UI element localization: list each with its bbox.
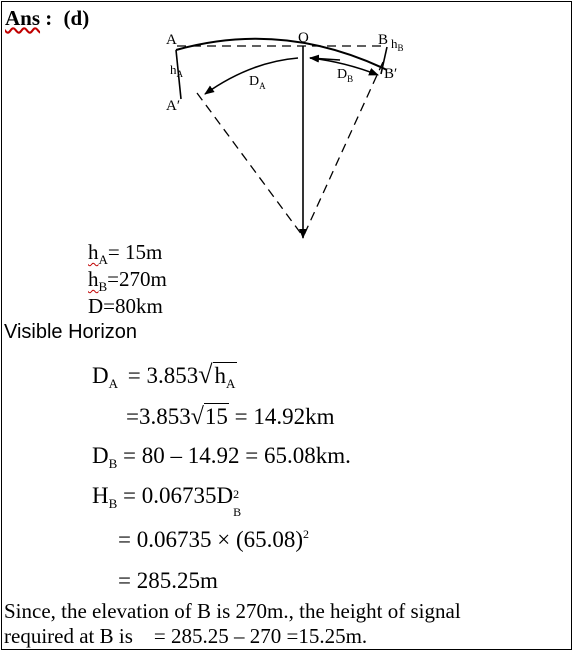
radius-line-right	[304, 62, 383, 235]
label-DA: $D_A$	[249, 74, 266, 91]
equation-HB-value: = 285.25m	[118, 568, 218, 593]
answer-label: Ans	[5, 6, 41, 30]
label-hA: $h_A$	[170, 62, 183, 79]
label-B-prime: B′	[384, 66, 398, 82]
equation-HB: $H_B = 0.06735D$ 2 B	[92, 483, 242, 519]
equation-HB-calc: = $0.06735 \times (65.08)^2$	[118, 527, 310, 552]
label-hB: $h_B$	[391, 36, 404, 53]
label-DB: $D_B$	[337, 67, 354, 84]
DB-arrow-left	[310, 58, 340, 60]
conclusion-line-1: Since, the elevation of B is 270m., the height of signal	[4, 599, 461, 623]
equation-DA-value: =3.853√15 = 14.92km	[126, 404, 335, 430]
earth-arc	[176, 39, 387, 70]
given-hB: $h_B=270m$	[88, 267, 167, 294]
equation-DA: $D_A = 3.853√h_A$	[92, 360, 236, 391]
answer-choice: (d)	[63, 6, 90, 30]
given-D: D=80km	[88, 294, 163, 318]
answer-colon: :	[45, 6, 53, 30]
sqrt-15: √15	[190, 404, 228, 430]
conclusion-line-2: required at B is = 285.25 – 270 =15.25m.	[4, 624, 368, 648]
radius-line-left	[197, 93, 302, 235]
section-title: Visible Horizon	[4, 321, 138, 343]
sqrt-hA: $√h_A$	[198, 360, 236, 391]
horizon-diagram	[0, 0, 575, 250]
label-O: O	[298, 30, 309, 46]
label-A-prime: A′	[166, 98, 181, 114]
equation-DB: $D_B = 80 - 14.92 = 65.08km$.	[92, 443, 351, 471]
label-A: A	[166, 32, 177, 48]
given-hA: $h_A= 15m$	[88, 240, 163, 267]
label-B: B	[378, 32, 389, 48]
